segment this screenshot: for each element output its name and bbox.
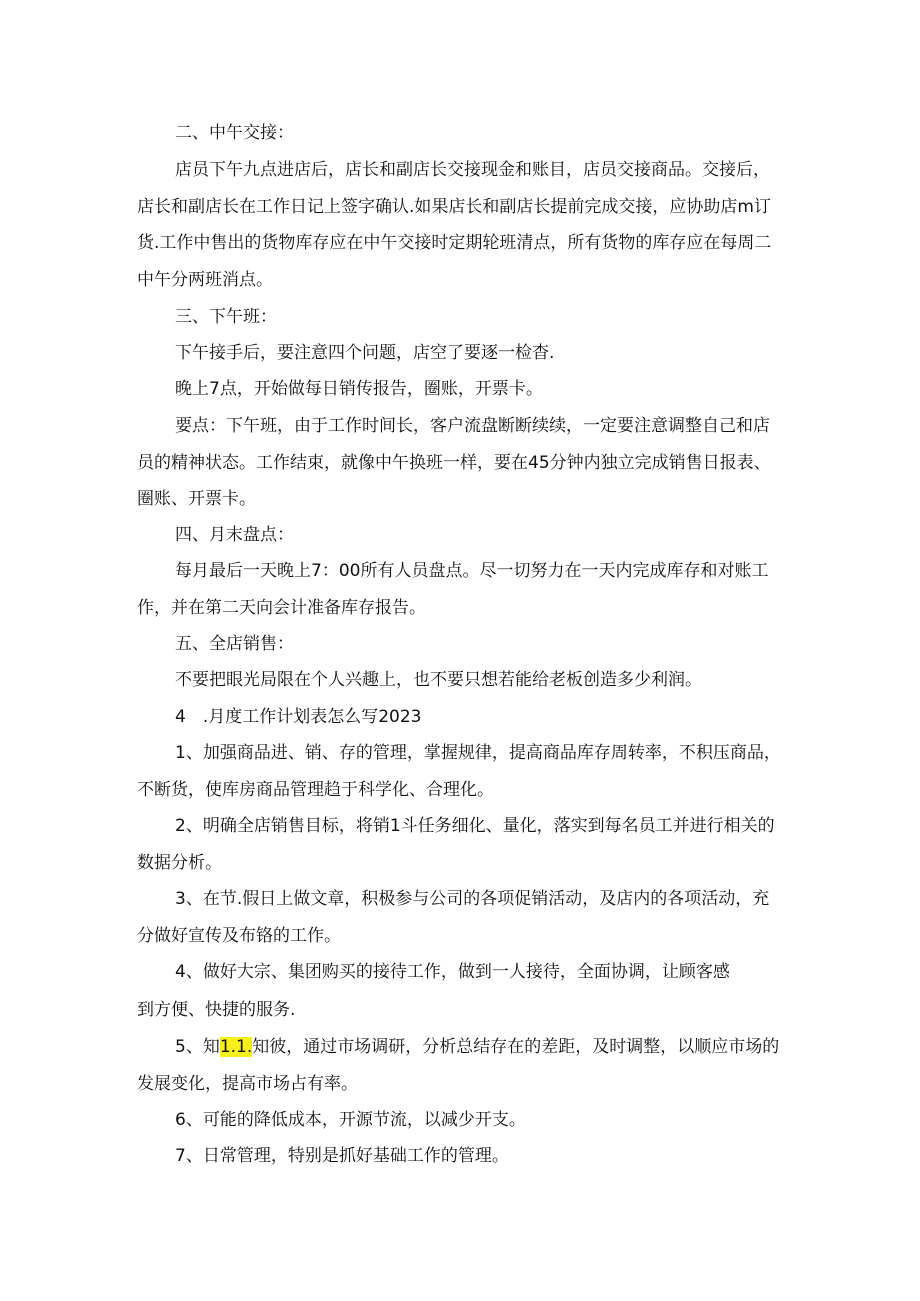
text-line: 4、做好大宗、集团购买的接待工作，做到一人接待，全面协调，让顾客感: [175, 962, 730, 982]
text-line: 货.工作中售出的货物库存应在中午交接时定期轮班清点，所有货物的库存应在每周二: [137, 233, 772, 253]
text-line: 店员下午九点进店后，店长和副店长交接现金和账目，店员交接商品。交接后，: [175, 160, 770, 180]
text-line: 7、日常管理，特别是抓好基础工作的管理。: [175, 1146, 509, 1166]
text-line: 到方便、快捷的服务.: [137, 1000, 296, 1020]
paragraph-afternoon-takeover: [137, 335, 787, 372]
text-line: 4 .月度工作计划表怎么写2023: [175, 707, 422, 727]
text-line: [137, 1029, 787, 1066]
list-item-2: [137, 808, 787, 881]
text-line: 五、全店销售：: [175, 634, 294, 654]
paragraph-month-end-inventory: [137, 553, 787, 626]
text-line: 晚上7点，开始做每日销传报告，圈账，开票卡。: [175, 379, 543, 399]
list-item-3: [137, 881, 787, 954]
heading-monthly-plan: [137, 699, 787, 736]
heading-store-sales: [137, 626, 787, 663]
text-line: 6、可能的降低成本，开源节流，以减少开支。: [175, 1110, 526, 1130]
list-item-6: [137, 1102, 787, 1139]
text-line: 3、在节.假日上做文章，积极参与公司的各项促销活动，及店内的各项活动，充: [175, 889, 770, 909]
text-line: 下午接手后，要注意四个问题，店空了要逐一检杳.: [175, 343, 555, 363]
text-line: 三、下午班：: [175, 307, 277, 327]
text-line: 1、加强商品进、销、存的管理，掌握规律，提高商品库存周转率，不积压商品，: [175, 743, 781, 763]
text-line: 要点：下午班，由于工作时间长，客户流盘断断续续，一定要注意调整自己和店: [175, 416, 770, 436]
list-item-7: [137, 1138, 787, 1175]
text-line: 中午分两班消点。: [137, 269, 273, 290]
text-line: 四、月末盘点：: [175, 525, 294, 545]
text-line: 不断货，使库房商品管理趋于科学化、合理化。: [137, 779, 494, 800]
paragraph-noon-handover: [137, 152, 787, 298]
paragraph-key-points: [137, 408, 787, 518]
text-line: 数据分析。: [137, 852, 222, 873]
text-line: 店长和副店长在工作日记上签字确认.如果店长和副店长提前完成交接，应协助店m订: [137, 196, 771, 217]
text-line: 发展变化，提高市场占有率。: [137, 1073, 358, 1094]
text-line: 圈账、开票卡。: [137, 489, 256, 509]
highlighted-text: 1.1.: [219, 1037, 253, 1057]
list-item-1: [137, 735, 787, 808]
list-item-5: [137, 1029, 787, 1102]
text-line: 不要把眼光局限在个人兴趣上，也不要只想若能给老板创造多少利润。: [175, 670, 702, 690]
heading-month-end-inventory: [137, 517, 787, 554]
text-run: 知彼，通过市场调研，分析总结存在的差距，及时调整，以顺应市场的: [252, 1037, 780, 1057]
list-item-4-continued: [137, 992, 787, 1029]
heading-afternoon-shift: [137, 299, 787, 336]
paragraph-store-sales: [137, 662, 787, 699]
text-line: 每月最后一天晚上7：00所有人员盘点。尽一切努力在一天内完成库存和对账工: [175, 561, 769, 581]
list-item-4: [137, 954, 787, 991]
text-run: 5、知: [175, 1037, 220, 1057]
text-line: 分做好宣传及布铬的工作。: [137, 925, 341, 946]
text-line: 员的精神状态。工作结束，就像中午换班一样，要在45分钟内独立完成销售日报表、: [137, 452, 771, 473]
text-line: 作，并在第二天向会计准备库存报告。: [137, 597, 426, 618]
paragraph-evening-report: [137, 371, 787, 408]
heading-noon-handover: [137, 115, 787, 152]
text-line: 二、中午交接：: [175, 123, 294, 143]
text-line: 2、明确全店销售目标，将销1斗任务细化、量化，落实到每名员工并进行相关的: [175, 816, 775, 836]
